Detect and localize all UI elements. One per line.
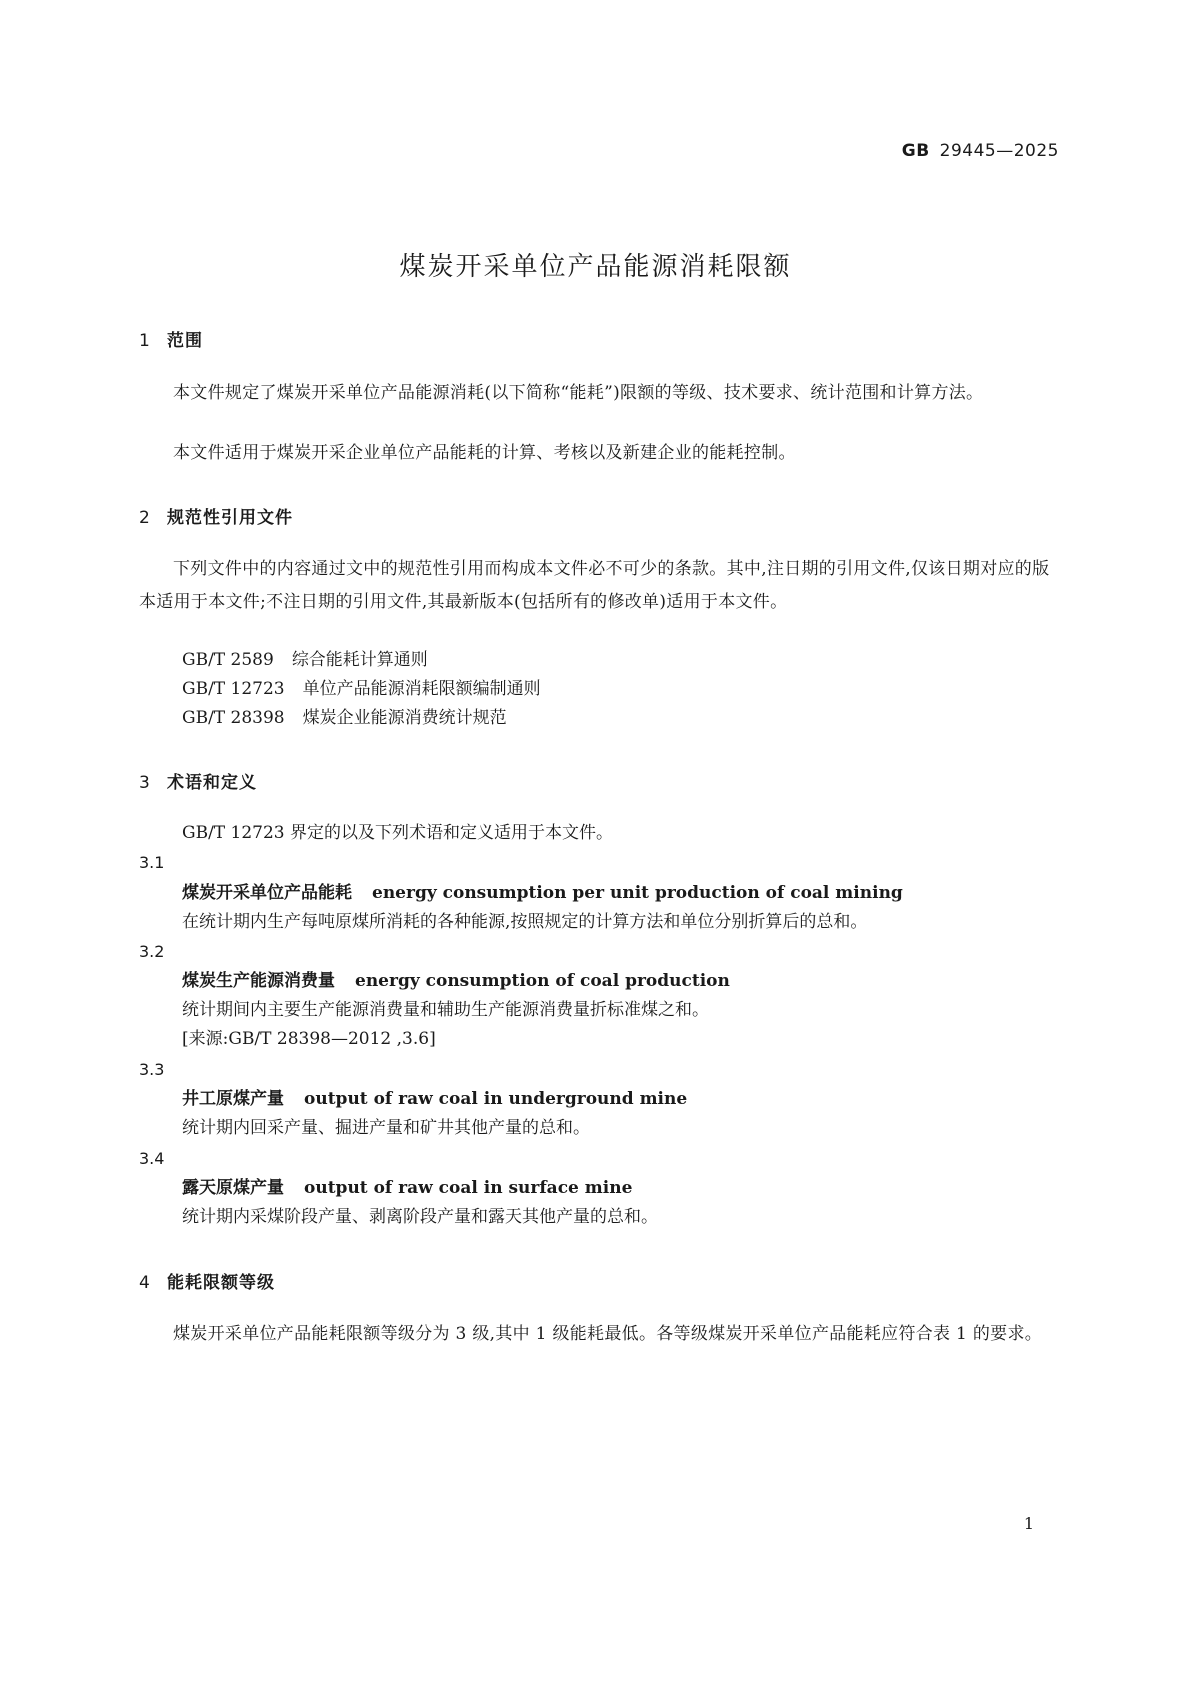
section-number: 2	[139, 508, 151, 528]
section-heading-2	[139, 503, 293, 528]
document-title: 煤炭开采单位产品能源消耗限额	[399, 252, 792, 282]
section-number: 1	[139, 331, 151, 351]
section-number: 4	[139, 1273, 151, 1293]
reference-title: 综合能耗计算通则	[291, 650, 428, 670]
term-definition: 在统计期内生产每吨原煤所消耗的各种能源,按照规定的计算方法和单位分别折算后的总和。	[182, 912, 868, 932]
scope-paragraph-2: 本文件适用于煤炭开采企业单位产品能耗的计算、考核以及新建企业的能耗控制。	[173, 443, 796, 463]
term-source: [来源:GB/T 28398—2012 ,3.6]	[182, 1029, 436, 1049]
term-english: energy consumption per unit production of coal mining	[372, 883, 903, 903]
term-number: 3.3	[139, 1060, 165, 1079]
term-entry	[182, 1086, 687, 1112]
term-number: 3.4	[139, 1149, 165, 1168]
reference-code: GB/T 12723	[182, 679, 285, 699]
section-title: 术语和定义	[167, 773, 257, 793]
section-heading-1	[139, 326, 203, 351]
term-entry	[182, 968, 730, 994]
standard-code-number: 29445—2025	[939, 141, 1059, 161]
grade-paragraph: 煤炭开采单位产品能耗限额等级分为 3 级,其中 1 级能耗最低。各等级煤炭开采单位产品能耗应符合表 1 的要求。	[173, 1324, 1043, 1344]
section-heading-4	[139, 1268, 275, 1293]
standard-code-prefix: GB	[901, 141, 930, 161]
term-number: 3.2	[139, 942, 165, 961]
term-number: 3.1	[139, 853, 165, 872]
term-definition: 统计期内采煤阶段产量、剥离阶段产量和露天其他产量的总和。	[182, 1207, 658, 1227]
page-number: 1	[1023, 1514, 1034, 1533]
reference-title: 煤炭企业能源消费统计规范	[302, 708, 507, 728]
term-definition: 统计期内回采产量、掘进产量和矿井其他产量的总和。	[182, 1118, 590, 1138]
standard-code	[902, 141, 1059, 161]
section-number: 3	[139, 773, 151, 793]
term-chinese: 煤炭开采单位产品能耗	[182, 883, 352, 903]
term-entry	[182, 880, 903, 906]
term-entry	[182, 1175, 632, 1201]
section-heading-3	[139, 768, 257, 793]
reference-title: 单位产品能源消耗限额编制通则	[302, 679, 541, 699]
references-intro-paragraph: 下列文件中的内容通过文中的规范性引用而构成本文件必不可少的条款。其中,注日期的引用文件,仅该日期对应的版本适用于本文件;不注日期的引用文件,其最新版本(包括所有的修改单)适用于本文件。	[139, 559, 1050, 612]
reference-item	[182, 676, 541, 702]
reference-item	[182, 705, 507, 731]
reference-item	[182, 647, 428, 673]
scope-paragraph-1: 本文件规定了煤炭开采单位产品能源消耗(以下简称“能耗”)限额的等级、技术要求、统计范围和计算方法。	[173, 383, 984, 403]
section-title: 能耗限额等级	[167, 1273, 275, 1293]
term-english: output of raw coal in underground mine	[304, 1089, 688, 1109]
term-chinese: 露天原煤产量	[182, 1178, 284, 1198]
term-english: output of raw coal in surface mine	[304, 1178, 633, 1198]
reference-code: GB/T 2589	[182, 650, 274, 670]
reference-code: GB/T 28398	[182, 708, 285, 728]
term-chinese: 井工原煤产量	[182, 1089, 284, 1109]
term-english: energy consumption of coal production	[355, 971, 730, 991]
terms-intro: GB/T 12723 界定的以及下列术语和定义适用于本文件。	[182, 823, 614, 843]
section-title: 规范性引用文件	[167, 508, 293, 528]
section-title: 范围	[167, 331, 203, 351]
term-chinese: 煤炭生产能源消费量	[182, 971, 335, 991]
term-definition: 统计期间内主要生产能源消费量和辅助生产能源消费量折标准煤之和。	[182, 1000, 709, 1020]
